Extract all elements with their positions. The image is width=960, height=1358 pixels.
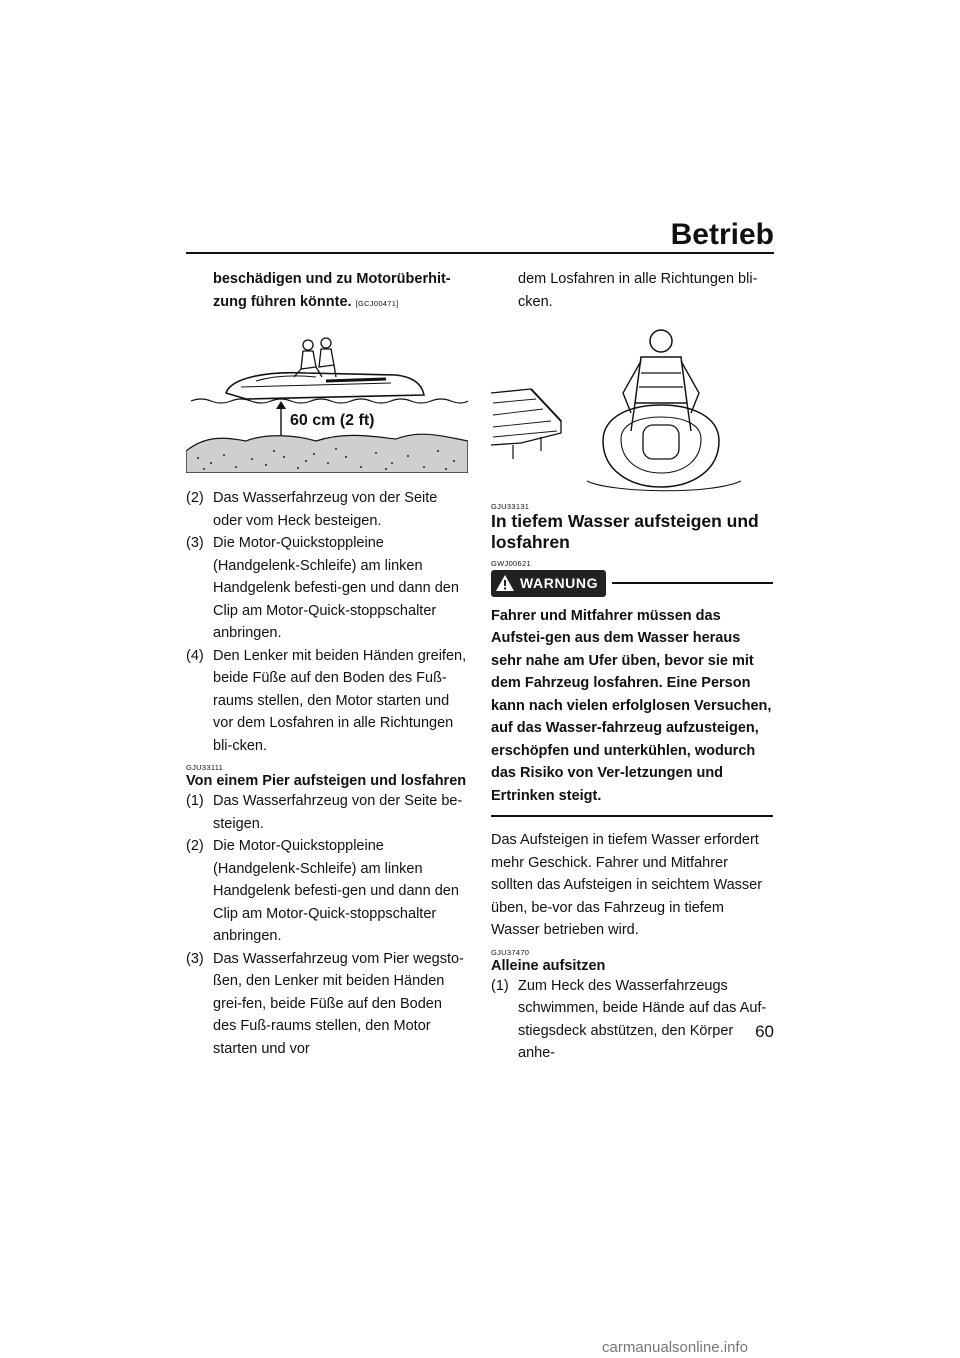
caution-ref: [GCJ00471]: [355, 298, 399, 308]
subsection-code: GJU37470: [491, 947, 530, 957]
warning-top-rule: [612, 582, 773, 584]
jetski-clearance-figure: [186, 323, 468, 473]
right-column: [491, 268, 773, 1065]
warning-triangle-icon: [495, 574, 515, 592]
subsection-heading: Alleine aufsitzen: [491, 957, 606, 974]
list-item: [491, 975, 773, 1065]
watermark: carmanualsonline.info: [602, 1339, 748, 1356]
step-number: (1): [491, 977, 509, 994]
warning-label: WARNUNG: [520, 575, 599, 591]
step-number: (2): [186, 490, 204, 506]
intro-line-2-text: zung führen könnte.: [213, 293, 352, 310]
page-title: Betrieb: [670, 218, 774, 251]
step-text: Das Wasserfahrzeug von der Seite be-steigen.: [213, 793, 463, 832]
step-number: (2): [186, 838, 204, 854]
page-number: 60: [755, 1022, 774, 1041]
warning-text: Fahrer und Mitfahrer müssen das Aufstei-gen aus dem Wasser heraus sehr nahe am Ufer üben, bevor sie mit dem Fahrzeug losfahren. Eine Person kann nach vielen erfolglosen Versuchen, auf das Wasser-fahrzeug aufzusteigen, erschöpfen und unterkühlen, wodurch das Risiko von Ver-letzungen und Ertrinken steigt.: [491, 607, 772, 804]
list-item: [186, 948, 468, 1061]
step-text: Das Wasserfahrzeug von der Seite oder vom Heck besteigen.: [213, 490, 438, 529]
list-item: [186, 487, 468, 532]
clearance-label: 60 cm (2 ft): [290, 412, 375, 429]
step-number: (1): [186, 793, 204, 809]
warning-badge: [491, 570, 606, 597]
list-item: [186, 645, 468, 758]
warning-code: GWJ00621: [491, 559, 531, 568]
step-text: Das Wasserfahrzeug vom Pier wegsto-ßen, den Lenker mit beiden Händen grei-fen, beide Füße auf den Boden des Fuß-raums stellen, den Motor starten und vor: [213, 950, 464, 1057]
step-text: Den Lenker mit beiden Händen greifen, beide Füße auf den Boden des Fuß-raums stellen, den Motor starten und vor dem Losfahren in alle Richtungen bli-cken.: [213, 647, 467, 754]
step-text: Die Motor-Quickstoppleine (Handgelenk-Schleife) am linken Handgelenk befesti-gen und dann den Clip am Motor-Quick-stoppschalter anbringen.: [213, 535, 459, 641]
step-number: (3): [186, 950, 204, 967]
step-text: Die Motor-Quickstoppleine (Handgelenk-Schleife) am linken Handgelenk befesti-gen und dann den Clip am Motor-Quick-stoppschalter anbringen.: [213, 838, 459, 944]
list-item: [186, 790, 468, 835]
step-number: (3): [186, 535, 204, 551]
intro-line-2: [186, 291, 468, 316]
section-code: GJU33131: [491, 502, 530, 511]
steps-list-a: [186, 487, 468, 757]
continued-text: dem Losfahren in alle Richtungen bli-cken.: [518, 271, 758, 310]
section-code: GJU33111: [186, 763, 224, 772]
body-paragraph: Das Aufsteigen in tiefem Wasser erfordert mehr Geschick. Fahrer und Mitfahrer sollten das Aufsteigen in seichtem Wasser üben, be-vor das Fahrzeug in tiefem Wasser betrieben wird.: [491, 832, 763, 938]
step-number: (4): [186, 647, 204, 664]
warning-bottom-rule: [491, 815, 773, 817]
list-item: [186, 835, 468, 948]
section-heading: Von einem Pier aufsteigen und losfahren: [186, 773, 467, 789]
steps-list-b: [186, 790, 468, 1060]
warning-header: [491, 570, 773, 597]
intro-line-1: beschädigen und zu Motorüberhit-: [213, 271, 451, 287]
section-heading: In tiefem Wasser aufsteigen und losfahren: [491, 511, 759, 552]
step-text: Zum Heck des Wasserfahrzeugs schwimmen, beide Hände auf das Auf-stiegsdeck abstützen, den Körper anhe-: [518, 977, 767, 1061]
boarding-figure: [491, 321, 773, 496]
list-item: [186, 532, 468, 645]
left-column: [186, 268, 468, 1060]
header-rule: [186, 252, 774, 254]
